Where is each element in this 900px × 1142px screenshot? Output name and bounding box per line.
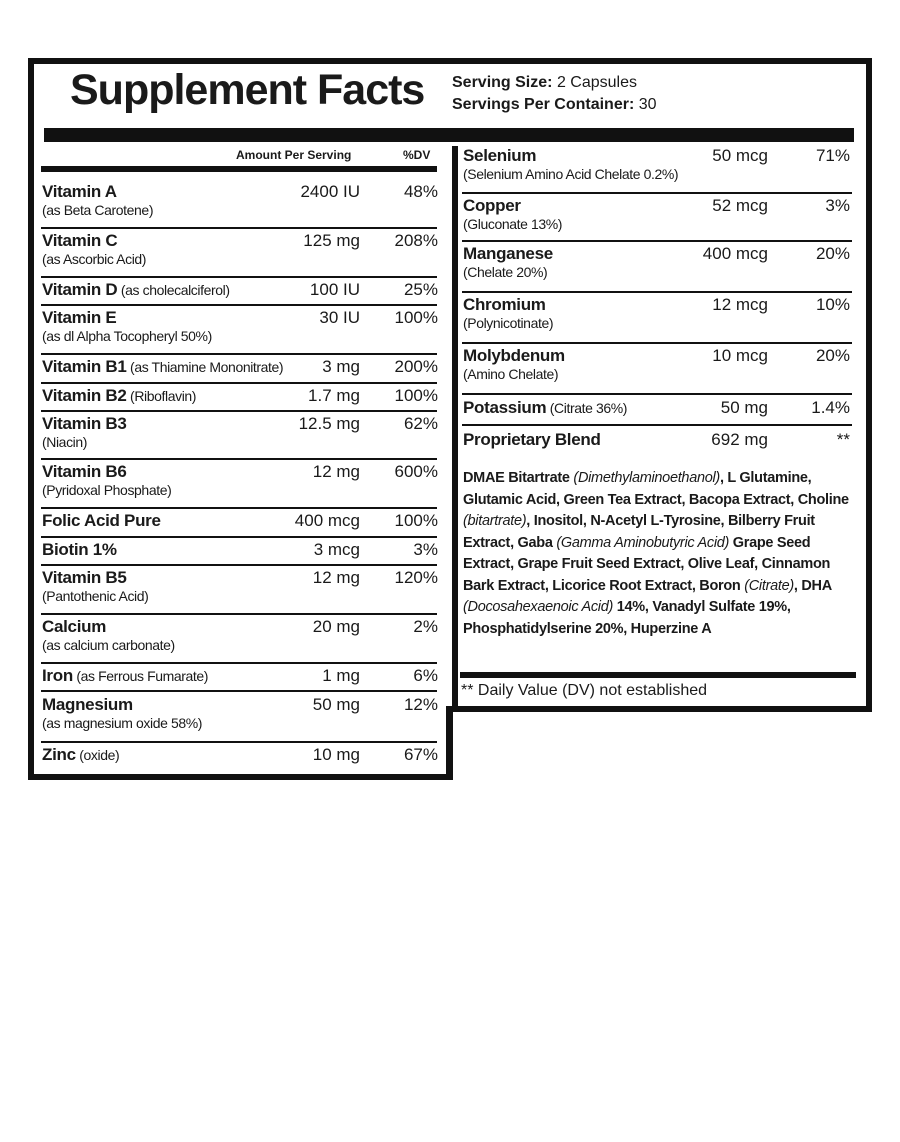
nutrient-source: (as Beta Carotene) xyxy=(42,202,154,218)
nutrient-amount: 10 mg xyxy=(312,745,360,764)
nutrient-amount: 50 mcg xyxy=(712,146,768,165)
nutrient-dv: 208% xyxy=(394,231,438,250)
nutrient-source: (oxide) xyxy=(75,747,120,763)
row-divider xyxy=(41,304,437,306)
nutrient-dv: 120% xyxy=(394,568,438,587)
ingredient-text: , DHA xyxy=(793,577,832,594)
nutrient-source: (Amino Chelate) xyxy=(463,366,559,382)
ingredient-text: 14%, Vanadyl Sulfate 19%, Phosphatidylserine 20%, Huperzine A xyxy=(463,599,791,637)
nutrient-name-text: Vitamin B2 xyxy=(42,386,127,405)
nutrient-name xyxy=(42,231,117,251)
nutrient-source: (Selenium Amino Acid Chelate 0.2%) xyxy=(463,166,679,182)
nutrient-source: (Citrate 36%) xyxy=(546,400,628,416)
nutrient-row xyxy=(42,617,438,661)
nutrient-source: (Riboflavin) xyxy=(126,388,197,404)
nutrient-source: (Chelate 20%) xyxy=(463,264,548,280)
nutrient-amount: 1 mg xyxy=(322,666,360,685)
nutrient-name-text: Vitamin B1 xyxy=(42,357,127,376)
nutrient-name xyxy=(463,196,521,216)
nutrient-name xyxy=(42,540,117,560)
label-border-top xyxy=(28,58,872,64)
nutrient-dv: 3% xyxy=(825,196,850,215)
nutrient-row xyxy=(463,295,853,339)
ingredient-note: (Citrate) xyxy=(744,577,794,594)
nutrient-name-text: Chromium xyxy=(463,295,546,314)
nutrient-row xyxy=(42,695,438,739)
nutrient-name-text: Biotin 1% xyxy=(42,540,117,559)
nutrient-amount: 10 mcg xyxy=(712,346,768,365)
nutrient-amount: 52 mcg xyxy=(712,196,768,215)
ingredient-note: (Docosahexaenoic Acid) xyxy=(463,599,614,615)
label-border-right xyxy=(866,58,872,712)
row-divider xyxy=(41,741,437,743)
column-divider xyxy=(452,146,458,710)
nutrient-name xyxy=(42,695,133,715)
ingredient-text: Grape Seed Extract, Grape Fruit Seed Extract, Olive Leaf, Cinnamon Bark Extract, Licorice Root Extract, Boron xyxy=(463,534,831,594)
nutrient-amount: 100 IU xyxy=(309,280,360,299)
nutrient-dv: 100% xyxy=(394,386,438,405)
nutrient-row xyxy=(42,414,438,458)
row-divider xyxy=(41,382,437,384)
nutrient-name-text: Molybdenum xyxy=(463,346,565,365)
nutrient-name xyxy=(42,745,119,765)
nutrient-amount: 400 mcg xyxy=(294,511,360,530)
nutrient-amount: 12 mcg xyxy=(712,295,768,314)
nutrient-name xyxy=(463,146,536,166)
nutrient-row xyxy=(463,146,853,190)
nutrient-name-text: Vitamin B5 xyxy=(42,568,127,587)
ingredient-text: DMAE Bitartrate xyxy=(463,470,574,486)
proprietary-blend-ingredients xyxy=(463,468,858,640)
nutrient-name xyxy=(42,414,127,434)
nutrient-amount: 12 mg xyxy=(312,462,360,481)
nutrient-name-text: Folic Acid Pure xyxy=(42,511,161,530)
nutrient-amount: 3 mg xyxy=(322,357,360,376)
nutrient-name-text: Copper xyxy=(463,196,521,215)
nutrient-source: (as Ascorbic Acid) xyxy=(42,251,147,267)
nutrient-amount: 50 mg xyxy=(312,695,360,714)
nutrient-name xyxy=(42,666,208,686)
nutrient-amount: 692 mg xyxy=(711,430,768,449)
nutrient-name-text: Zinc xyxy=(42,745,76,764)
amount-per-serving-header: Amount Per Serving xyxy=(236,148,352,162)
row-divider xyxy=(462,192,852,194)
ingredient-text: , Inositol, N-Acetyl L-Tyrosine, Bilberry Fruit Extract, Gaba xyxy=(463,513,815,551)
label-border-step xyxy=(446,706,453,780)
nutrient-row xyxy=(42,308,438,352)
nutrient-name-text: Magnesium xyxy=(42,695,133,714)
serving-info xyxy=(452,72,657,116)
nutrient-row xyxy=(42,568,438,612)
nutrient-row xyxy=(42,462,438,506)
row-divider xyxy=(41,564,437,566)
label-title: Supplement Facts xyxy=(70,66,425,114)
nutrient-row xyxy=(42,231,438,275)
nutrient-name xyxy=(42,568,127,588)
nutrient-dv: 71% xyxy=(815,146,850,165)
ingredient-text: , L Glutamine, Glutamic Acid, Green Tea Extract, Bacopa Extract, Choline xyxy=(463,470,849,508)
nutrient-dv: 67% xyxy=(403,745,438,764)
footnote-rule xyxy=(460,672,856,678)
row-divider xyxy=(41,276,437,278)
nutrient-dv: 10% xyxy=(815,295,850,314)
nutrient-source: (Niacin) xyxy=(42,434,88,450)
label-border-left xyxy=(28,58,34,780)
servings-per-container-value: 30 xyxy=(638,96,657,113)
nutrient-source: (Pantothenic Acid) xyxy=(42,588,149,604)
nutrient-name xyxy=(463,346,565,366)
nutrient-dv: 25% xyxy=(403,280,438,299)
servings-per-container-label: Servings Per Container: xyxy=(452,96,635,113)
serving-size-label: Serving Size: xyxy=(452,74,553,91)
nutrient-name xyxy=(463,398,627,418)
column-header-rule xyxy=(41,166,437,172)
nutrient-name-text: Iron xyxy=(42,666,73,685)
nutrient-name xyxy=(42,357,283,377)
nutrient-source: (as Thiamine Mononitrate) xyxy=(126,359,284,375)
nutrient-dv: 48% xyxy=(403,182,438,201)
nutrient-name xyxy=(42,182,117,202)
nutrient-source: (Pyridoxal Phosphate) xyxy=(42,482,172,498)
row-divider xyxy=(41,690,437,692)
nutrient-row xyxy=(42,745,438,789)
footnote: ** Daily Value (DV) not established xyxy=(461,682,708,699)
nutrient-source: (as dl Alpha Tocopheryl 50%) xyxy=(42,328,212,344)
nutrient-amount: 12 mg xyxy=(312,568,360,587)
servings-per-container xyxy=(452,94,657,116)
nutrient-dv: 2% xyxy=(413,617,438,636)
row-divider xyxy=(462,393,852,395)
nutrient-dv: 600% xyxy=(394,462,438,481)
row-divider xyxy=(41,227,437,229)
serving-size-value: 2 Capsules xyxy=(556,74,637,91)
nutrient-name xyxy=(463,430,601,450)
row-divider xyxy=(41,458,437,460)
nutrient-amount: 400 mcg xyxy=(702,244,768,263)
nutrient-name-text: Potassium xyxy=(463,398,547,417)
nutrient-dv: 100% xyxy=(394,308,438,327)
ingredient-note: (Dimethylaminoethanol) xyxy=(573,470,720,486)
row-divider xyxy=(41,613,437,615)
nutrient-name xyxy=(42,462,127,482)
nutrient-source: (as Ferrous Fumarate) xyxy=(72,668,209,684)
nutrient-name-text: Selenium xyxy=(463,146,537,165)
nutrient-amount: 1.7 mg xyxy=(308,386,360,405)
nutrient-source: (Gluconate 13%) xyxy=(463,216,563,232)
nutrient-dv: 6% xyxy=(413,666,438,685)
nutrient-dv: 20% xyxy=(815,244,850,263)
nutrient-dv: 12% xyxy=(403,695,438,714)
row-divider xyxy=(41,410,437,412)
nutrient-amount: 20 mg xyxy=(312,617,360,636)
header-divider-bar xyxy=(44,128,854,142)
nutrient-name-text: Manganese xyxy=(463,244,553,263)
nutrient-name xyxy=(463,295,546,315)
nutrient-amount: 12.5 mg xyxy=(298,414,360,433)
nutrient-name xyxy=(42,617,106,637)
nutrient-row xyxy=(463,244,853,288)
nutrient-amount: 125 mg xyxy=(303,231,360,250)
nutrient-name-text: Vitamin B6 xyxy=(42,462,127,481)
ingredient-note: (Gamma Aminobutyric Acid) xyxy=(556,534,730,551)
nutrient-source: (as calcium carbonate) xyxy=(42,637,175,653)
nutrient-amount: 2400 IU xyxy=(300,182,360,201)
nutrient-name-text: Vitamin D xyxy=(42,280,118,299)
dv-header: %DV xyxy=(403,148,431,162)
nutrient-amount: 50 mg xyxy=(720,398,768,417)
nutrient-dv: 100% xyxy=(394,511,438,530)
nutrient-dv: 1.4% xyxy=(811,398,850,417)
nutrient-dv: 200% xyxy=(394,357,438,376)
row-divider xyxy=(462,342,852,344)
nutrient-name xyxy=(42,511,161,531)
nutrient-source: (Polynicotinate) xyxy=(463,315,554,331)
nutrient-name xyxy=(42,308,116,328)
row-divider xyxy=(41,536,437,538)
nutrient-name-text: Vitamin C xyxy=(42,231,118,250)
nutrient-name xyxy=(463,244,553,264)
nutrient-amount: 3 mcg xyxy=(313,540,360,559)
row-divider xyxy=(462,424,852,426)
nutrient-name-text: Vitamin A xyxy=(42,182,117,201)
row-divider xyxy=(41,662,437,664)
nutrient-name xyxy=(42,386,196,406)
nutrient-name-text: Vitamin E xyxy=(42,308,117,327)
row-divider xyxy=(41,353,437,355)
label-border-bottom-right xyxy=(449,706,872,712)
nutrient-dv: 20% xyxy=(815,346,850,365)
nutrient-dv: 62% xyxy=(403,414,438,433)
nutrient-source: (as magnesium oxide 58%) xyxy=(42,715,203,731)
nutrient-row xyxy=(42,182,438,226)
nutrient-amount: 30 IU xyxy=(319,308,360,327)
row-divider xyxy=(462,291,852,293)
nutrient-row xyxy=(463,196,853,240)
row-divider xyxy=(462,240,852,242)
ingredient-note: (bitartrate) xyxy=(463,513,527,529)
nutrient-name-text: Vitamin B3 xyxy=(42,414,127,433)
nutrient-name-text: Calcium xyxy=(42,617,107,636)
nutrient-dv: ** xyxy=(836,430,850,449)
nutrient-name xyxy=(42,280,230,300)
row-divider xyxy=(41,507,437,509)
serving-size xyxy=(452,72,657,94)
nutrient-row xyxy=(463,346,853,390)
nutrient-name-text: Proprietary Blend xyxy=(463,430,601,449)
nutrient-dv: 3% xyxy=(413,540,438,559)
nutrient-source: (as cholecalciferol) xyxy=(117,282,230,298)
